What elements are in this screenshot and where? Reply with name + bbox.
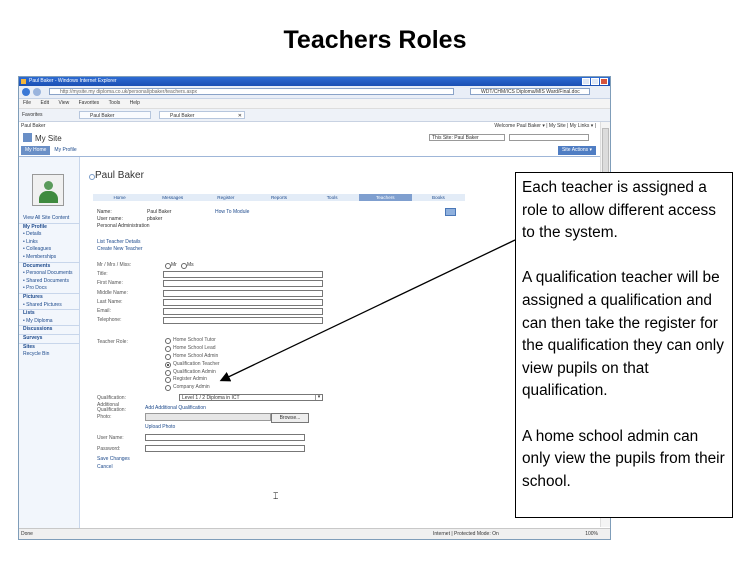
sidebar-item[interactable]: • Shared Pictures: [23, 301, 62, 308]
cancel-button[interactable]: Cancel: [97, 464, 113, 470]
browser-tab-active[interactable]: [159, 111, 245, 119]
sidebar-item[interactable]: Pictures: [19, 293, 79, 302]
quick-launch: [19, 157, 80, 539]
additional-label: Additional Qualification:: [97, 402, 126, 413]
form-row: [97, 316, 457, 325]
qualification-select[interactable]: [179, 394, 323, 401]
form-row: [97, 270, 457, 279]
profile-tab[interactable]: Home: [113, 195, 126, 200]
maximize-icon[interactable]: [591, 78, 599, 85]
sidebar-item[interactable]: • Shared Documents: [23, 277, 69, 284]
mouse-cursor-icon: ⌶: [273, 491, 279, 501]
role-label: Teacher Role:: [97, 339, 128, 346]
window-controls: [582, 78, 608, 85]
howto-link[interactable]: How To Module: [215, 209, 250, 215]
qualification-label: Qualification:: [97, 395, 126, 401]
chevron-down-icon[interactable]: ▾: [315, 395, 322, 400]
additional-link[interactable]: Add Additional Qualification: [145, 405, 206, 411]
ie-icon: [21, 79, 26, 84]
profile-tab[interactable]: Books: [432, 195, 445, 200]
avatar-head: [44, 181, 53, 190]
text-field[interactable]: [163, 280, 323, 287]
text-field[interactable]: [163, 290, 323, 297]
role-radio[interactable]: [165, 377, 171, 383]
search-scope-select[interactable]: This Site: Paul Baker: [429, 134, 505, 141]
slide-title: Teachers Roles: [283, 26, 467, 54]
field-label: Email:: [97, 307, 111, 314]
address-bar-row: [19, 86, 610, 99]
search-input[interactable]: WDT/CHM/ICS Diploma/MIS Ward/Final.doc: [470, 88, 590, 95]
sidebar-item[interactable]: • My Diploma: [23, 317, 53, 324]
sidebar-item[interactable]: • Pro Docs: [23, 285, 47, 292]
site-search-input[interactable]: [509, 134, 589, 141]
radio-label: Ms: [187, 262, 194, 268]
menu-view[interactable]: View: [58, 100, 70, 106]
qualification-value: Level 1 / 2 Diploma in ICT: [182, 395, 240, 401]
profile-tab[interactable]: Teachers: [359, 194, 412, 201]
role-option: [97, 345, 457, 353]
role-option: [97, 353, 457, 361]
welcome-menu[interactable]: Welcome Paul Baker ▾ | My Site | My Links ▾ |: [494, 123, 596, 129]
sidebar-item[interactable]: Surveys: [19, 334, 79, 343]
spacer: [97, 325, 457, 337]
profile-tab[interactable]: Messages: [162, 195, 184, 200]
callout-box: [515, 172, 733, 518]
callout-paragraph: Each teacher is assigned a role to allow different access to the system.: [522, 179, 716, 242]
address-input[interactable]: http://mysite.my diploma.co.uk/personal/pbaker/teachers.aspx: [49, 88, 454, 95]
browser-tab[interactable]: [79, 111, 151, 119]
role-option: [97, 369, 457, 377]
profile-tab[interactable]: Reports: [270, 195, 288, 200]
photo-file-input[interactable]: [145, 413, 271, 421]
callout-paragraph: A home school admin can only view the pupils from their school.: [522, 427, 725, 490]
role-option: [97, 384, 457, 392]
site-name[interactable]: My Site: [35, 134, 62, 143]
name-value: Paul Baker: [147, 209, 172, 215]
security-zone: Internet | Protected Mode: On: [433, 531, 499, 537]
favorites-bar: [19, 109, 610, 122]
window-titlebar: [19, 77, 610, 86]
sidebar-item[interactable]: • Memberships: [23, 253, 57, 260]
browse-button[interactable]: Browse...: [271, 413, 309, 423]
callout-paragraph: A qualification teacher will be assigned a qualification and can then take the register for the qualification they can only view pupils on that qualification.: [522, 269, 724, 400]
breadcrumb[interactable]: Paul Baker: [21, 123, 46, 129]
radio-label: Mr: [171, 262, 177, 268]
menu-tools[interactable]: Tools: [108, 100, 121, 106]
menu-edit[interactable]: Edit: [40, 100, 50, 106]
window-title: Paul Baker - Windows Internet Explorer: [29, 78, 117, 84]
list-teacher-link[interactable]: List Teacher Details: [97, 239, 141, 245]
field-label: Telephone:: [97, 317, 122, 324]
sidebar-item[interactable]: • Details: [23, 231, 42, 238]
sidebar-item[interactable]: Sites: [19, 343, 79, 352]
form-row: [97, 261, 457, 270]
user-name-label: User Name:: [97, 435, 124, 441]
role-label: Register Admin: [173, 376, 207, 383]
password-input[interactable]: [145, 445, 305, 452]
create-teacher-link[interactable]: Create New Teacher: [97, 246, 143, 252]
role-option: [97, 337, 457, 345]
name-label: Name:: [97, 209, 112, 215]
sidebar-item[interactable]: • Colleagues: [23, 246, 52, 253]
role-radio[interactable]: [165, 385, 171, 391]
status-text: Done: [21, 531, 33, 537]
form-row: [97, 279, 457, 288]
tab-my-profile[interactable]: My Profile: [54, 147, 77, 153]
username-label: User name:: [97, 215, 123, 222]
close-tab-icon[interactable]: ✕: [237, 113, 242, 119]
zoom-level[interactable]: 100%: [585, 531, 598, 537]
role-radio[interactable]: [165, 354, 171, 360]
status-bar: [19, 528, 610, 540]
site-logo-icon: [23, 133, 32, 142]
sharepoint-header: [19, 122, 610, 157]
personal-admin-link[interactable]: Personal Administration: [97, 223, 150, 229]
profile-tabs: [93, 194, 465, 201]
minimize-icon[interactable]: [582, 78, 590, 85]
top-nav: [21, 146, 81, 155]
back-icon[interactable]: [22, 88, 30, 96]
edit-icon[interactable]: [445, 208, 456, 216]
sidebar-item[interactable]: View All Site Content: [23, 215, 70, 221]
role-radio[interactable]: [165, 338, 171, 344]
tab-label: Paul Baker: [170, 113, 195, 119]
tab-label: Paul Baker: [90, 113, 115, 119]
field-label: Title:: [97, 271, 108, 278]
role-label: Qualification Teacher: [173, 360, 220, 367]
password-label: Password:: [97, 446, 121, 452]
favorites-button[interactable]: Favorites: [22, 112, 43, 118]
save-button[interactable]: Save Changes: [97, 456, 130, 462]
sidebar-item[interactable]: Lists: [19, 309, 79, 318]
profile-tab[interactable]: Tools: [326, 195, 338, 200]
field-label: Middle Name:: [97, 289, 128, 296]
role-label: Home School Admin: [173, 352, 219, 359]
text-field[interactable]: [163, 299, 323, 306]
text-field[interactable]: [163, 308, 323, 315]
role-label: Home School Tutor: [173, 337, 216, 344]
profile-name: Paul Baker: [95, 170, 144, 181]
photo-label: Photo:: [97, 414, 112, 420]
menu-help[interactable]: Help: [129, 100, 140, 106]
profile-tab[interactable]: Register: [217, 195, 235, 200]
avatar-body: [39, 191, 58, 203]
site-actions-button[interactable]: Site Actions ▾: [558, 146, 596, 155]
upload-photo-link[interactable]: Upload Photo: [145, 424, 176, 430]
form-row: [97, 307, 457, 316]
sidebar-item[interactable]: My Profile: [19, 223, 79, 232]
text-field[interactable]: [163, 317, 323, 324]
role-label: Company Admin: [173, 384, 210, 391]
menu-favorites[interactable]: Favorites: [78, 100, 100, 106]
sidebar-item[interactable]: • Personal Documents: [23, 270, 73, 277]
sidebar-item[interactable]: Discussions: [19, 325, 79, 334]
sidebar-item[interactable]: • Links: [23, 238, 38, 245]
menu-file[interactable]: File: [23, 100, 32, 106]
role-radio[interactable]: [165, 346, 171, 352]
role-label: Qualification Admin: [173, 368, 216, 375]
close-icon[interactable]: [600, 78, 608, 85]
form-row: [97, 298, 457, 307]
role-radio[interactable]: [165, 362, 171, 368]
quick-launch-items: [19, 215, 79, 359]
role-label: Home School Lead: [173, 345, 216, 352]
role-option: [97, 361, 457, 369]
username-value: pbaker: [147, 215, 163, 222]
sidebar-item[interactable]: Documents: [19, 262, 79, 271]
user-name-input[interactable]: [145, 434, 305, 441]
menu-bar: [19, 99, 610, 109]
sidebar-item[interactable]: Recycle Bin: [23, 351, 50, 358]
field-label: Last Name:: [97, 298, 123, 305]
text-field[interactable]: [163, 271, 323, 278]
profile-photo: [32, 174, 64, 206]
field-label: First Name:: [97, 280, 123, 287]
teacher-form: [97, 261, 457, 470]
user-info: [97, 209, 250, 222]
form-row: [97, 289, 457, 298]
forward-icon[interactable]: [33, 88, 41, 96]
role-option: [97, 376, 457, 384]
field-label: Mr / Mrs / Miss:: [97, 262, 132, 268]
role-radio[interactable]: [165, 370, 171, 376]
tab-my-home[interactable]: My Home: [21, 146, 50, 155]
